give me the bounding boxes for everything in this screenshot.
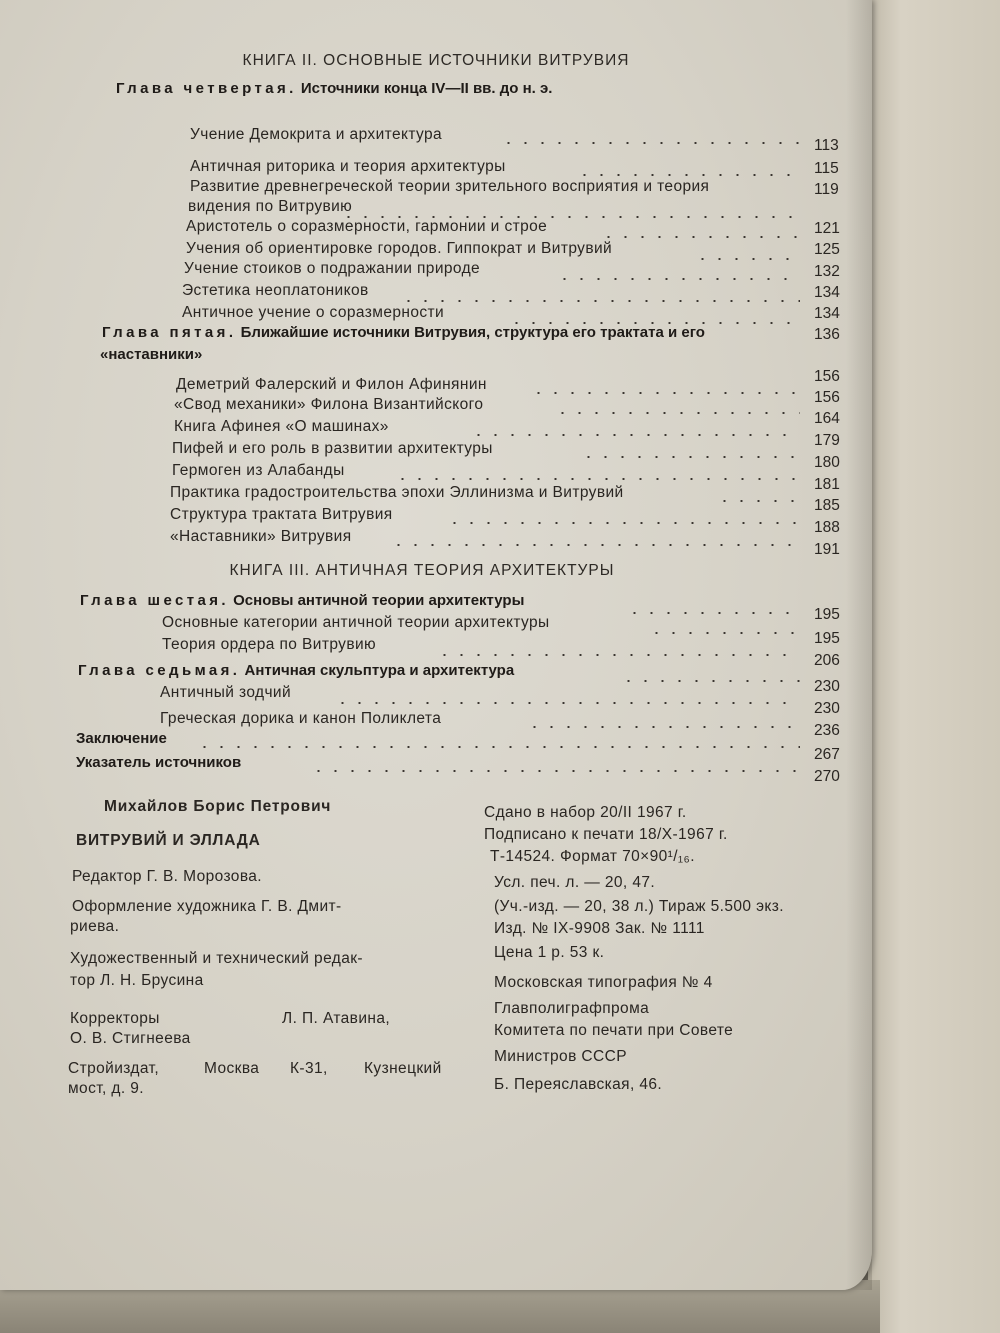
page-number: 179 [814,432,840,449]
colophon-publisher-address: мост, д. 9. [68,1080,145,1097]
colophon-corrector-1: Л. П. Атавина, [282,1010,391,1027]
print-detail: Т-14524. Формат 70×90¹/₁₆. [490,848,695,865]
toc-entry: Эстетика неоплатоников [182,282,369,299]
colophon-publisher-city: Москва [204,1060,260,1077]
page-number: 185 [814,497,840,514]
print-detail: Главполиграфпрома [494,1000,650,1017]
chapter-4-label: Глава четвертая. [116,80,297,97]
colophon-tech-editor-line2: тор Л. Н. Брусина [70,972,204,989]
dot-leader [436,654,800,656]
dot-leader [626,612,800,614]
colophon-tech-editor-line1: Художественный и технический редак- [70,950,363,967]
dot-leader [334,702,800,704]
colophon-publisher-postcode: К-31, [290,1060,328,1077]
page-number: 188 [814,519,840,536]
page-number: 134 [814,305,840,322]
page-number: 267 [814,746,840,763]
print-detail: Комитета по печати при Совете [494,1022,734,1039]
toc-entry: Античный зодчий [160,684,292,701]
page-number: 136 [814,326,840,343]
page-number: 156 [814,389,840,406]
chapter-5-label: Глава пятая. [102,324,237,341]
toc-source-index: Указатель источников [76,754,242,771]
toc-entry: Теория ордера по Витрувию [162,636,377,653]
page-number: 195 [814,630,840,647]
colophon-design-line1: Оформление художника Г. В. Дмит- [72,898,342,915]
page-number: 156 [814,368,840,385]
print-detail: Министров СССР [494,1048,627,1065]
colophon-correctors-label: Корректоры [70,1010,160,1027]
toc-entry: видения по Витрувию [188,198,353,215]
print-detail: Цена 1 р. 53 к. [494,944,605,961]
dot-leader [556,278,800,280]
toc-entry: Античная риторика и теория архитектуры [190,158,506,175]
toc-entry: Учения об ориентировке городов. Гиппократ и Витрувий [186,240,613,257]
chapter-6-title: Основы античной теории архитектуры [233,592,525,609]
toc-entry: Гермоген из Алабанды [172,462,345,479]
page-number: 206 [814,652,840,669]
toc-entry: Учение Демокрита и архитектура [190,126,443,143]
chapter-7-heading [78,662,514,679]
book-3-heading: КНИГА III. АНТИЧНАЯ ТЕОРИЯ АРХИТЕКТУРЫ [229,562,615,579]
page-number: 230 [814,700,840,717]
dot-leader [526,726,800,728]
print-detail: Московская типография № 4 [494,974,713,991]
toc-entry: Деметрий Фалерский и Филон Афинянин [176,376,487,393]
toc-entry: Греческая дорика и канон Поликлета [160,710,442,727]
toc-entry: Учение стоиков о подражании природе [184,260,481,277]
chapter-4-heading [116,80,552,97]
page-number: 119 [814,181,839,198]
page-number: 132 [814,263,840,280]
toc-entry: «Наставники» Витрувия [170,528,352,545]
facing-page-edge [868,0,1000,1333]
dot-leader [648,632,800,634]
dot-leader [576,174,800,176]
dot-leader [390,544,800,546]
page-number: 180 [814,454,840,471]
dot-leader [620,680,800,682]
toc-entry: Развитие древнегреческой теории зрительного восприятия и теория [190,178,710,195]
page-number: 115 [814,160,839,177]
chapter-7-label: Глава седьмая. [78,662,241,679]
colophon-publisher-street: Кузнецкий [364,1060,442,1077]
dot-leader [694,258,800,260]
toc-entry: Практика градостроительства эпохи Эллинизма и Витрувий [170,484,624,501]
dot-leader [400,300,800,302]
toc-entry: Пифей и его роль в развитии архитектуры [172,440,493,457]
page-number: 270 [814,768,840,785]
colophon-publisher: Стройиздат, [68,1060,160,1077]
print-detail: Б. Переяславская, 46. [494,1076,663,1093]
book-2-heading: КНИГА II. ОСНОВНЫЕ ИСТОЧНИКИ ВИТРУВИЯ [242,52,630,69]
dot-leader [580,456,800,458]
dot-leader [500,142,800,144]
chapter-7-title: Античная скульптура и архитектура [244,662,515,679]
dot-leader [310,770,800,772]
colophon-corrector-2: О. В. Стигнеева [70,1030,191,1047]
toc-entry: Книга Афинея «О машинах» [174,418,389,435]
page-number: 195 [814,606,840,623]
toc-entry: Структура трактата Витрувия [170,506,393,523]
dot-leader [470,434,800,436]
toc-entry: Аристотель о соразмерности, гармонии и строе [186,218,548,235]
colophon-design-line2: риева. [70,918,120,935]
dot-leader [340,216,800,218]
page-number: 121 [814,220,840,237]
toc-conclusion: Заключение [76,730,167,747]
page-number: 181 [814,476,840,493]
chapter-5-title-continued: «наставники» [100,346,203,363]
page-number: 113 [814,137,839,154]
chapter-5-heading [102,324,705,341]
toc-entry: Основные категории античной теории архитектуры [162,614,550,631]
print-detail: Изд. № IX-9908 Зак. № 1111 [494,920,705,937]
dot-leader [716,500,800,502]
page-number: 236 [814,722,840,739]
dot-leader [554,412,800,414]
chapter-5-title: Ближайшие источники Витрувия, структура его трактата и его [240,324,705,341]
page-number: 134 [814,284,840,301]
dot-leader [530,392,800,394]
chapter-4-title: Источники конца IV—II вв. до н. э. [300,80,553,97]
page-number: 230 [814,678,840,695]
print-detail: (Уч.-изд. — 20, 38 л.) Тираж 5.500 экз. [494,898,784,915]
colophon-editor: Редактор Г. В. Морозова. [72,868,263,885]
toc-entry: Античное учение о соразмерности [182,304,445,321]
page-number: 164 [814,410,840,427]
colophon-book-title: ВИТРУВИЙ И ЭЛЛАДА [76,832,261,849]
page-number: 125 [814,241,840,258]
toc-entry: «Свод механики» Филона Византийского [174,396,484,413]
colophon-author: Михайлов Борис Петрович [104,798,332,815]
dot-leader [600,236,800,238]
dot-leader [508,322,800,324]
dot-leader [446,522,800,524]
print-detail: Подписано к печати 18/X-1967 г. [484,826,728,843]
print-detail: Усл. печ. л. — 20, 47. [494,874,656,891]
print-detail: Сдано в набор 20/II 1967 г. [484,804,687,821]
dot-leader [196,746,800,748]
chapter-6-heading [80,592,524,609]
chapter-6-label: Глава шестая. [80,592,229,609]
dot-leader [394,478,800,480]
page-number: 191 [814,541,840,558]
